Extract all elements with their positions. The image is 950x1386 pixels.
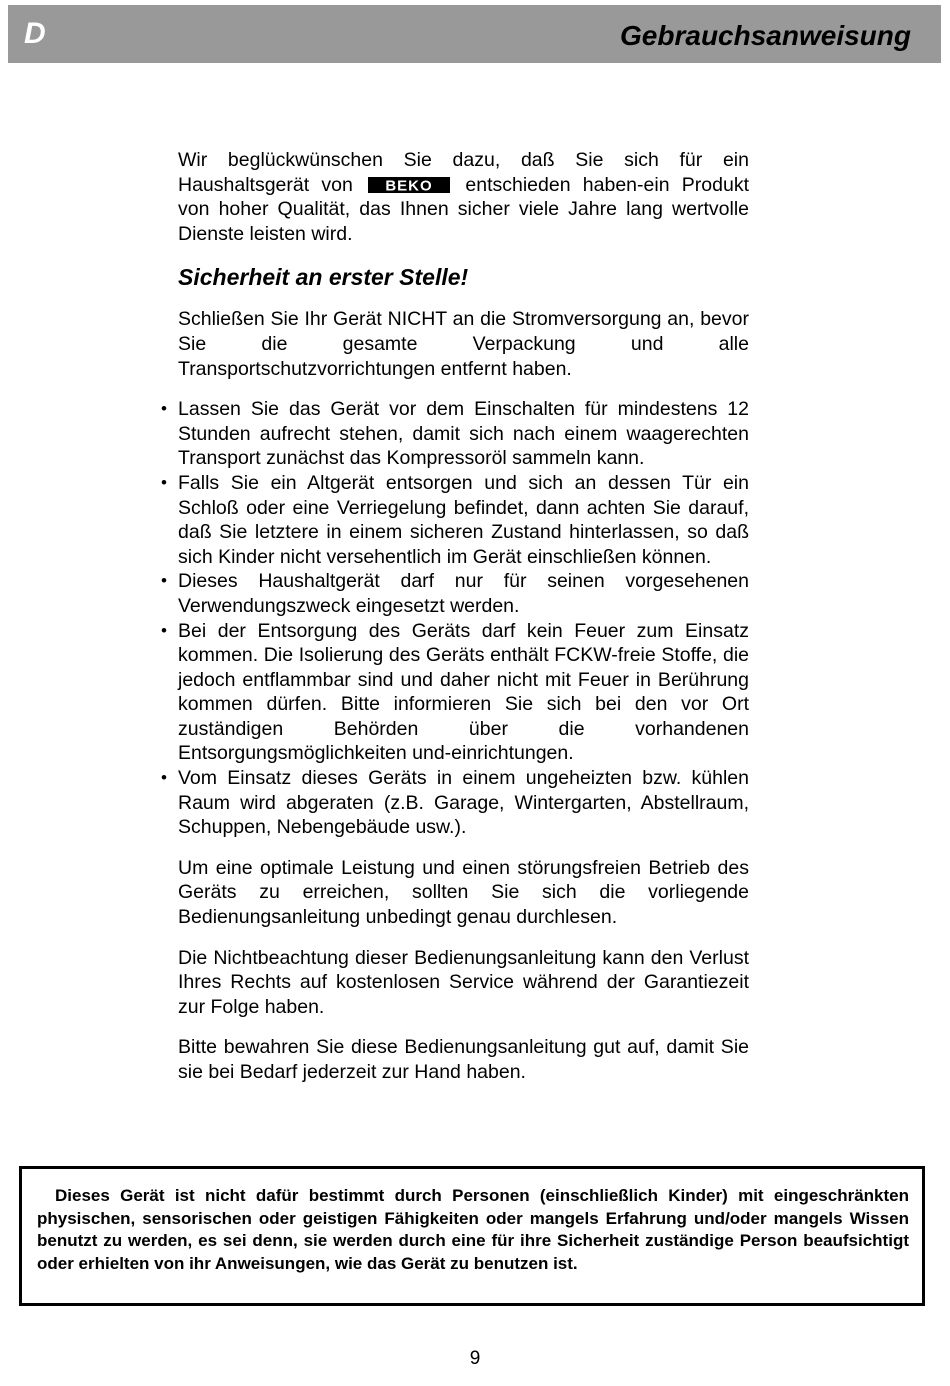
- beko-logo-text: BEKO: [385, 177, 433, 194]
- bullet-icon: •: [161, 571, 167, 591]
- language-code: D: [24, 17, 46, 50]
- list-item: • Lassen Sie das Gerät vor dem Einschalten für mindestens 12 Stunden aufrecht stehen, damit sich nach einem waagerechten Transport zunächst das Kompressoröl sammeln kann.: [161, 398, 749, 470]
- bullet-icon: •: [161, 620, 167, 640]
- beko-logo: [368, 176, 450, 194]
- intro-paragraph: [178, 148, 749, 246]
- keep-manual-paragraph: Bitte bewahren Sie diese Bedienungsanleitung gut auf, damit Sie sie bei Bedarf jederzeit zur Hand haben.: [178, 1036, 749, 1083]
- header-title: Gebrauchsanweisung: [620, 20, 911, 51]
- list-item: • Falls Sie ein Altgerät entsorgen und sich an dessen Tür ein Schloß oder eine Verriegelung befindet, dann achten Sie darauf, daß Sie letztere in einem sicheren Zustand hinterlassen, so daß sich Kinder nicht versehentlich im Gerät einschließen können.: [161, 471, 749, 568]
- list-item: • Vom Einsatz dieses Geräts in einem ungeheizten bzw. kühlen Raum wird abgeraten (z.B. Garage, Wintergarten, Abstellraum, Schuppen, Nebengebäude usw.).: [161, 767, 749, 839]
- performance-paragraph: Um eine optimale Leistung und einen störungsfreien Betrieb des Geräts zu erreichen, sollten Sie sich die vorliegende Bedienungsanleitung unbedingt genau durchlesen.: [178, 856, 749, 929]
- page-number: 9: [469, 1348, 481, 1369]
- bullet-icon: •: [161, 399, 167, 419]
- main-content: [161, 148, 750, 1085]
- safety-heading: Sicherheit an erster Stelle!: [178, 264, 469, 291]
- intro-after-logo: entschieden haben-ein Produkt von hoher Qualität, das Ihnen sicher viele Jahre lang wertvolle Dienste leisten wird.: [178, 173, 750, 245]
- list-item: • Bei der Entsorgung des Geräts darf kein Feuer zum Einsatz kommen. Die Isolierung des Geräts enthält FCKW-freie Stoffe, die jedoch entflammbar sind und daher nicht mit Feuer in Berührung kommen dürfen. Bitte informieren Sie sich bei den vor Ort zuständigen Behörden über die vorhandenen Entsorgungsmöglichkeiten und-einrichtungen.: [161, 619, 749, 765]
- list-item: • Dieses Haushaltgerät darf nur für seinen vorgesehenen Verwendungszweck eingesetzt werden.: [161, 570, 749, 617]
- intro-before-logo: Wir beglückwünschen Sie dazu, daß Sie sich für ein Haushaltsgerät von: [178, 149, 749, 196]
- warranty-paragraph: Die Nichtbeachtung dieser Bedienungsanleitung kann den Verlust Ihres Rechts auf kostenlosen Service während der Garantiezeit zur Folge haben.: [178, 946, 749, 1018]
- safety-bullet-list: [161, 397, 749, 840]
- bullet-icon: •: [161, 768, 167, 788]
- bullet-icon: •: [161, 472, 167, 492]
- safety-notice-box: Dieses Gerät ist nicht dafür bestimmt durch Personen (einschließlich Kinder) mit eingeschränkten physischen, sensorischen oder geistigen Fähigkeiten oder mangels Erfahrung und/oder mangels Wissen benutzt zu werden, es sei denn, sie werden durch eine für ihre Sicherheit zuständige Person beaufsichtigt oder erhielten von ihr Anweisungen, wie das Gerät zu benutzen ist.: [19, 1166, 925, 1306]
- safety-intro: Schließen Sie Ihr Gerät NICHT an die Stromversorgung an, bevor Sie die gesamte Verpackung und alle Transportschutzvorrichtungen entfernt haben.: [178, 308, 749, 380]
- page-header: [8, 5, 941, 63]
